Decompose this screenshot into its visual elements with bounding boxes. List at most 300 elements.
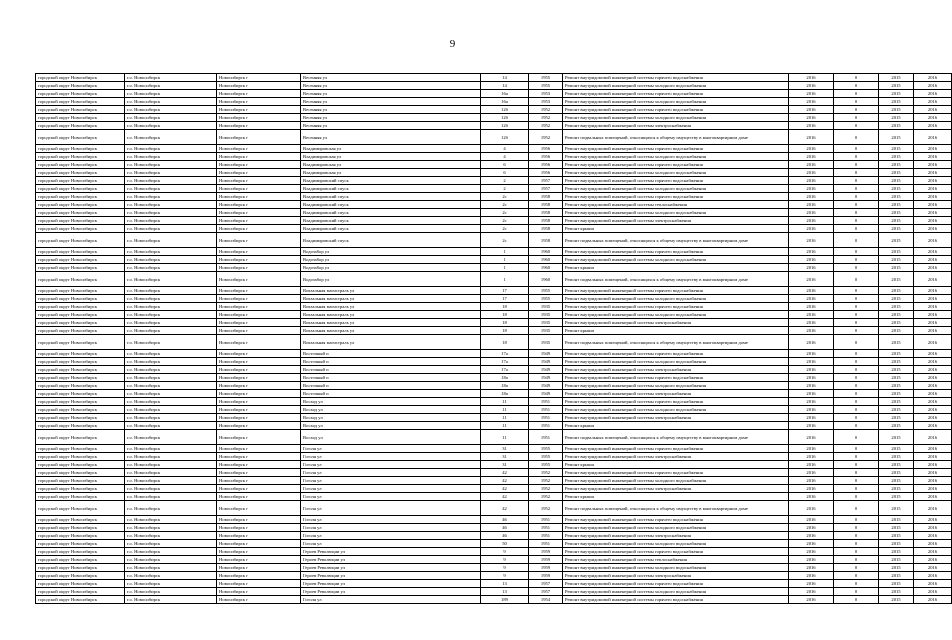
plan-year-cell: 2016 [789,193,834,201]
street-cell: Героев Революции ул [301,588,481,596]
district-cell: городской округ Новосибирск [36,311,125,319]
street-cell: Восточный п [301,350,481,358]
table-row [36,256,952,264]
work-type-cell: Ремонт внутридомовой инженерной системы электроснабжения [563,366,789,374]
table-row [36,414,952,422]
district-cell: городской округ Новосибирск [36,177,125,185]
build-year-cell: 1952 [529,469,563,477]
city-cell: г.о. Новосибирск [125,366,217,374]
table-row [36,233,952,248]
end-year-cell: 2016 [914,311,952,319]
start-year-cell: 2015 [879,169,914,177]
table-row [36,358,952,366]
table-row [36,532,952,540]
district-cell: городской округ Новосибирск [36,201,125,209]
city-cell: г.о. Новосибирск [125,524,217,532]
count-cell: 0 [834,193,879,201]
build-year-cell: 1935 [529,311,563,319]
end-year-cell: 2016 [914,540,952,548]
locality-cell: Новосибирск г [217,532,301,540]
work-type-cell: Ремонт внутридомовой инженерной системы горячего водоснабжения [563,580,789,588]
plan-year-cell: 2016 [789,469,834,477]
city-cell: г.о. Новосибирск [125,572,217,580]
city-cell: г.о. Новосибирск [125,548,217,556]
count-cell: 0 [834,90,879,98]
start-year-cell: 2015 [879,524,914,532]
table-row [36,390,952,398]
locality-cell: Новосибирск г [217,201,301,209]
locality-cell: Новосибирск г [217,114,301,122]
plan-year-cell: 2016 [789,358,834,366]
work-type-cell: Ремонт крыши [563,493,789,501]
start-year-cell: 2015 [879,114,914,122]
work-type-cell: Ремонт крыши [563,264,789,272]
district-cell: городской округ Новосибирск [36,524,125,532]
build-year-cell: 1955 [529,82,563,90]
table-row [36,327,952,335]
count-cell: 0 [834,122,879,130]
count-cell: 0 [834,327,879,335]
build-year-cell: 1956 [529,169,563,177]
count-cell: 0 [834,477,879,485]
house-cell: 17а [481,366,529,374]
build-year-cell: 1949 [529,350,563,358]
table-row [36,248,952,256]
build-year-cell: 1951 [529,406,563,414]
plan-year-cell: 2016 [789,374,834,382]
house-cell: 18а [481,382,529,390]
end-year-cell: 2016 [914,114,952,122]
work-type-cell: Ремонт внутридомовой инженерной системы горячего водоснабжения [563,287,789,295]
city-cell: г.о. Новосибирск [125,177,217,185]
plan-year-cell: 2016 [789,303,834,311]
street-cell: Водозабор ул [301,272,481,287]
build-year-cell: 1951 [529,430,563,445]
street-cell: Гоголя ул [301,501,481,516]
plan-year-cell: 2016 [789,319,834,327]
start-year-cell: 2015 [879,145,914,153]
build-year-cell: 1958 [529,209,563,217]
street-cell: Владимировская ул [301,145,481,153]
city-cell: г.о. Новосибирск [125,153,217,161]
work-type-cell: Ремонт внутридомовой инженерной системы горячего водоснабжения [563,303,789,311]
start-year-cell: 2015 [879,319,914,327]
start-year-cell: 2015 [879,74,914,82]
house-cell: 42 [481,501,529,516]
count-cell: 0 [834,358,879,366]
start-year-cell: 2015 [879,485,914,493]
build-year-cell: 1956 [529,153,563,161]
street-cell: Владимировский спуск [301,209,481,217]
house-cell: 2 [481,177,529,185]
locality-cell: Новосибирск г [217,524,301,532]
end-year-cell: 2016 [914,493,952,501]
count-cell: 0 [834,398,879,406]
start-year-cell: 2015 [879,106,914,114]
work-type-cell: Ремонт внутридомовой инженерной системы теплоснабжения [563,556,789,564]
street-cell: Гоголя ул [301,524,481,532]
build-year-cell: 1957 [529,177,563,185]
street-cell: Вокзальная магистраль ул [301,327,481,335]
locality-cell: Новосибирск г [217,106,301,114]
work-type-cell: Ремонт подвальных помещений, относящихся к общему имуществу в многоквартирном доме [563,335,789,350]
city-cell: г.о. Новосибирск [125,201,217,209]
plan-year-cell: 2016 [789,461,834,469]
street-cell: Весенняя ул [301,82,481,90]
start-year-cell: 2015 [879,327,914,335]
street-cell: Гоголя ул [301,445,481,453]
build-year-cell: 1955 [529,74,563,82]
end-year-cell: 2016 [914,177,952,185]
street-cell: Восточный п [301,366,481,374]
city-cell: г.о. Новосибирск [125,82,217,90]
district-cell: городской округ Новосибирск [36,366,125,374]
table-row [36,319,952,327]
street-cell: Восход ул [301,422,481,430]
house-cell: 46 [481,516,529,524]
start-year-cell: 2015 [879,564,914,572]
locality-cell: Новосибирск г [217,548,301,556]
count-cell: 0 [834,248,879,256]
house-cell: 42 [481,493,529,501]
end-year-cell: 2016 [914,201,952,209]
start-year-cell: 2015 [879,82,914,90]
build-year-cell: 1949 [529,358,563,366]
start-year-cell: 2015 [879,233,914,248]
plan-year-cell: 2016 [789,74,834,82]
table-row [36,295,952,303]
table-row [36,122,952,130]
plan-year-cell: 2016 [789,414,834,422]
end-year-cell: 2016 [914,122,952,130]
end-year-cell: 2016 [914,382,952,390]
house-cell: 18 [481,311,529,319]
plan-year-cell: 2016 [789,122,834,130]
street-cell: Гоголя ул [301,453,481,461]
build-year-cell: 1951 [529,524,563,532]
count-cell: 0 [834,461,879,469]
build-year-cell: 1956 [529,145,563,153]
plan-year-cell: 2016 [789,564,834,572]
plan-year-cell: 2016 [789,311,834,319]
locality-cell: Новосибирск г [217,145,301,153]
count-cell: 0 [834,335,879,350]
start-year-cell: 2015 [879,588,914,596]
start-year-cell: 2015 [879,477,914,485]
locality-cell: Новосибирск г [217,193,301,201]
city-cell: г.о. Новосибирск [125,272,217,287]
locality-cell: Новосибирск г [217,461,301,469]
build-year-cell: 1958 [529,233,563,248]
table-row [36,114,952,122]
district-cell: городской округ Новосибирск [36,540,125,548]
city-cell: г.о. Новосибирск [125,556,217,564]
work-type-cell: Ремонт подвальных помещений, относящихся к общему имуществу в многоквартирном доме [563,430,789,445]
city-cell: г.о. Новосибирск [125,256,217,264]
count-cell: 0 [834,453,879,461]
house-cell: 42 [481,469,529,477]
table-row [36,564,952,572]
plan-year-cell: 2016 [789,532,834,540]
district-cell: городской округ Новосибирск [36,453,125,461]
work-type-cell: Ремонт внутридомовой инженерной системы холодного водоснабжения [563,256,789,264]
street-cell: Гоголя ул [301,461,481,469]
city-cell: г.о. Новосибирск [125,161,217,169]
build-year-cell: 1952 [529,501,563,516]
locality-cell: Новосибирск г [217,287,301,295]
start-year-cell: 2015 [879,540,914,548]
build-year-cell: 1949 [529,390,563,398]
plan-year-cell: 2016 [789,398,834,406]
end-year-cell: 2016 [914,98,952,106]
house-cell: 12б [481,130,529,145]
end-year-cell: 2016 [914,106,952,114]
house-cell: 11 [481,422,529,430]
plan-year-cell: 2016 [789,516,834,524]
count-cell: 0 [834,169,879,177]
build-year-cell: 1935 [529,319,563,327]
count-cell: 0 [834,588,879,596]
city-cell: г.о. Новосибирск [125,264,217,272]
start-year-cell: 2015 [879,287,914,295]
street-cell: Героев Революции ул [301,548,481,556]
build-year-cell: 1958 [529,217,563,225]
plan-year-cell: 2016 [789,295,834,303]
end-year-cell: 2016 [914,217,952,225]
build-year-cell: 1955 [529,453,563,461]
district-cell: городской округ Новосибирск [36,580,125,588]
district-cell: городской округ Новосибирск [36,477,125,485]
build-year-cell: 1952 [529,477,563,485]
locality-cell: Новосибирск г [217,311,301,319]
plan-year-cell: 2016 [789,445,834,453]
street-cell: Весенняя ул [301,106,481,114]
end-year-cell: 2016 [914,295,952,303]
locality-cell: Новосибирск г [217,469,301,477]
street-cell: Восточный п [301,382,481,390]
work-type-cell: Ремонт внутридомовой инженерной системы горячего водоснабжения [563,177,789,185]
locality-cell: Новосибирск г [217,122,301,130]
district-cell: городской округ Новосибирск [36,209,125,217]
street-cell: Героев Революции ул [301,580,481,588]
work-type-cell: Ремонт внутридомовой инженерной системы электроснабжения [563,319,789,327]
table-row [36,287,952,295]
city-cell: г.о. Новосибирск [125,185,217,193]
table-row [36,161,952,169]
end-year-cell: 2016 [914,90,952,98]
table-row [36,74,952,82]
start-year-cell: 2015 [879,185,914,193]
city-cell: г.о. Новосибирск [125,398,217,406]
end-year-cell: 2016 [914,398,952,406]
house-cell: 42 [481,485,529,493]
build-year-cell: 1955 [529,287,563,295]
table-row [36,225,952,233]
table-row [36,382,952,390]
end-year-cell: 2016 [914,596,952,604]
locality-cell: Новосибирск г [217,445,301,453]
table-row [36,516,952,524]
table-row [36,580,952,588]
work-type-cell: Ремонт внутридомовой инженерной системы электроснабжения [563,122,789,130]
table-row [36,524,952,532]
district-cell: городской округ Новосибирск [36,485,125,493]
start-year-cell: 2015 [879,366,914,374]
city-cell: г.о. Новосибирск [125,445,217,453]
end-year-cell: 2016 [914,501,952,516]
district-cell: городской округ Новосибирск [36,122,125,130]
locality-cell: Новосибирск г [217,82,301,90]
work-type-cell: Ремонт внутридомовой инженерной системы холодного водоснабжения [563,540,789,548]
house-cell: 2с [481,217,529,225]
street-cell: Восход ул [301,398,481,406]
start-year-cell: 2015 [879,122,914,130]
start-year-cell: 2015 [879,548,914,556]
count-cell: 0 [834,422,879,430]
table-row [36,572,952,580]
build-year-cell: 1935 [529,303,563,311]
district-cell: городской округ Новосибирск [36,532,125,540]
table-row [36,90,952,98]
locality-cell: Новосибирск г [217,406,301,414]
locality-cell: Новосибирск г [217,422,301,430]
district-cell: городской округ Новосибирск [36,130,125,145]
house-cell: 6 [481,169,529,177]
end-year-cell: 2016 [914,350,952,358]
district-cell: городской округ Новосибирск [36,225,125,233]
city-cell: г.о. Новосибирск [125,74,217,82]
locality-cell: Новосибирск г [217,350,301,358]
district-cell: городской округ Новосибирск [36,422,125,430]
count-cell: 0 [834,516,879,524]
district-cell: городской округ Новосибирск [36,390,125,398]
locality-cell: Новосибирск г [217,90,301,98]
city-cell: г.о. Новосибирск [125,145,217,153]
locality-cell: Новосибирск г [217,540,301,548]
start-year-cell: 2015 [879,303,914,311]
table-row [36,374,952,382]
plan-year-cell: 2016 [789,524,834,532]
house-cell: 31 [481,445,529,453]
count-cell: 0 [834,390,879,398]
locality-cell: Новосибирск г [217,319,301,327]
plan-year-cell: 2016 [789,580,834,588]
city-cell: г.о. Новосибирск [125,193,217,201]
locality-cell: Новосибирск г [217,501,301,516]
locality-cell: Новосибирск г [217,130,301,145]
end-year-cell: 2016 [914,287,952,295]
locality-cell: Новосибирск г [217,564,301,572]
house-cell: 14 [481,74,529,82]
count-cell: 0 [834,287,879,295]
locality-cell: Новосибирск г [217,74,301,82]
city-cell: г.о. Новосибирск [125,414,217,422]
street-cell: Владимировский спуск [301,201,481,209]
end-year-cell: 2016 [914,453,952,461]
count-cell: 0 [834,295,879,303]
count-cell: 0 [834,185,879,193]
house-cell: 189 [481,596,529,604]
build-year-cell: 1959 [529,564,563,572]
district-cell: городской округ Новосибирск [36,193,125,201]
build-year-cell: 1954 [529,596,563,604]
district-cell: городской округ Новосибирск [36,319,125,327]
city-cell: г.о. Новосибирск [125,453,217,461]
district-cell: городской округ Новосибирск [36,564,125,572]
start-year-cell: 2015 [879,516,914,524]
count-cell: 0 [834,548,879,556]
end-year-cell: 2016 [914,374,952,382]
count-cell: 0 [834,145,879,153]
plan-year-cell: 2016 [789,493,834,501]
work-type-cell: Ремонт внутридомовой инженерной системы холодного водоснабжения [563,588,789,596]
work-type-cell: Ремонт внутридомовой инженерной системы холодного водоснабжения [563,98,789,106]
count-cell: 0 [834,382,879,390]
street-cell: Гоголя ул [301,532,481,540]
plan-year-cell: 2016 [789,114,834,122]
end-year-cell: 2016 [914,485,952,493]
build-year-cell: 1955 [529,445,563,453]
table-row [36,98,952,106]
work-type-cell: Ремонт внутридомовой инженерной системы горячего водоснабжения [563,193,789,201]
end-year-cell: 2016 [914,556,952,564]
plan-year-cell: 2016 [789,485,834,493]
locality-cell: Новосибирск г [217,485,301,493]
count-cell: 0 [834,596,879,604]
house-cell: 2с [481,201,529,209]
build-year-cell: 1953 [529,98,563,106]
house-cell: 18 [481,335,529,350]
build-year-cell: 1957 [529,185,563,193]
count-cell: 0 [834,264,879,272]
end-year-cell: 2016 [914,130,952,145]
plan-year-cell: 2016 [789,233,834,248]
plan-year-cell: 2016 [789,540,834,548]
plan-year-cell: 2016 [789,548,834,556]
plan-year-cell: 2016 [789,406,834,414]
end-year-cell: 2016 [914,358,952,366]
plan-year-cell: 2016 [789,169,834,177]
city-cell: г.о. Новосибирск [125,248,217,256]
count-cell: 0 [834,177,879,185]
plan-year-cell: 2016 [789,453,834,461]
table-row [36,303,952,311]
locality-cell: Новосибирск г [217,493,301,501]
table-row [36,540,952,548]
city-cell: г.о. Новосибирск [125,580,217,588]
table-row [36,130,952,145]
count-cell: 0 [834,74,879,82]
end-year-cell: 2016 [914,169,952,177]
house-cell: 16а [481,90,529,98]
house-cell: 11 [481,430,529,445]
start-year-cell: 2015 [879,130,914,145]
city-cell: г.о. Новосибирск [125,350,217,358]
district-cell: городской округ Новосибирск [36,153,125,161]
district-cell: городской округ Новосибирск [36,327,125,335]
house-cell: 11 [481,406,529,414]
city-cell: г.о. Новосибирск [125,493,217,501]
district-cell: городской округ Новосибирск [36,461,125,469]
start-year-cell: 2015 [879,501,914,516]
city-cell: г.о. Новосибирск [125,422,217,430]
street-cell: Водозабор ул [301,248,481,256]
end-year-cell: 2016 [914,390,952,398]
work-type-cell: Ремонт подвальных помещений, относящихся к общему имуществу в многоквартирном доме [563,272,789,287]
end-year-cell: 2016 [914,82,952,90]
count-cell: 0 [834,580,879,588]
district-cell: городской округ Новосибирск [36,374,125,382]
